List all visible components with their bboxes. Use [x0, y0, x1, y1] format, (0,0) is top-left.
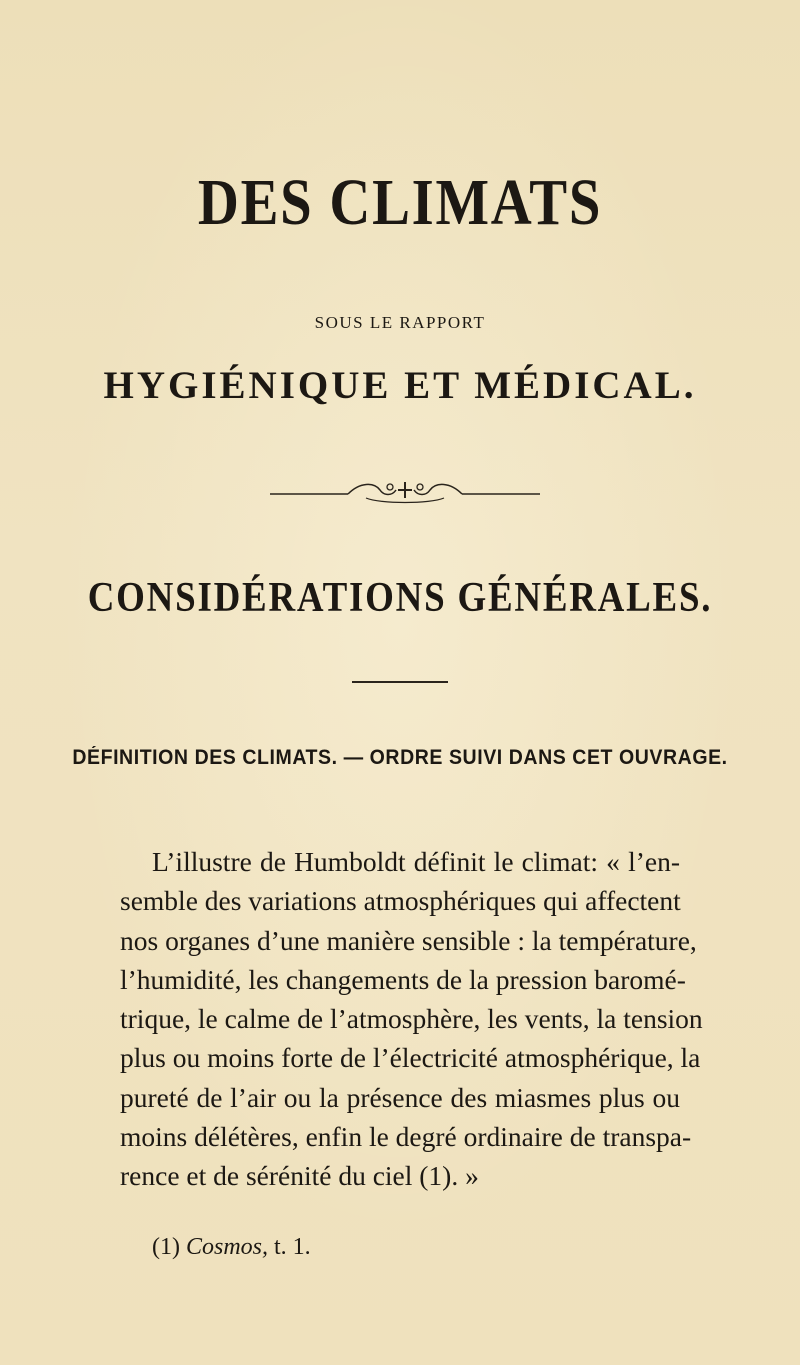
text-line: nos organes d’une manière sensible : la température, — [120, 924, 697, 956]
footnote-marker: (1) — [152, 1234, 180, 1260]
text-line: L’illustre de Humboldt définit le climat: « l’en- — [152, 846, 680, 877]
text-line: semble des variations atmosphériques qui affectent — [120, 885, 681, 917]
section-heading: CONSIDÉRATIONS GÉNÉRALES. — [87, 575, 713, 621]
heading-rule — [352, 681, 448, 683]
footnote — [152, 1232, 311, 1262]
text-line: rence et de sérénité du ciel (1). » — [120, 1160, 479, 1192]
subtitle-large: HYGIÉNIQUE ET MÉDICAL. — [103, 364, 697, 407]
footnote-work: Cosmos, — [185, 1234, 269, 1260]
footnote-ref: t. 1. — [274, 1234, 311, 1260]
text-line: plus ou moins forte de l’électricité atmosphérique, la — [120, 1042, 701, 1074]
text-line: l’humidité, les changements de la pression baromé- — [120, 963, 686, 995]
page-title: DES CLIMATS — [197, 166, 603, 239]
text-line: pureté de l’air ou la présence des miasmes plus ou — [120, 1081, 680, 1113]
body-paragraph — [120, 842, 703, 1196]
text-line: trique, le calme de l’atmosphère, les vents, la tension — [120, 1003, 703, 1035]
text-line: moins délétères, enfin le degré ordinaire de transpa- — [120, 1121, 692, 1153]
sub-heading: DÉFINITION DES CLIMATS. — ORDRE SUIVI DANS CET OUVRAGE. — [72, 746, 728, 769]
subtitle-small: SOUS LE RAPPORT — [314, 313, 486, 332]
ornament-divider — [270, 478, 540, 508]
